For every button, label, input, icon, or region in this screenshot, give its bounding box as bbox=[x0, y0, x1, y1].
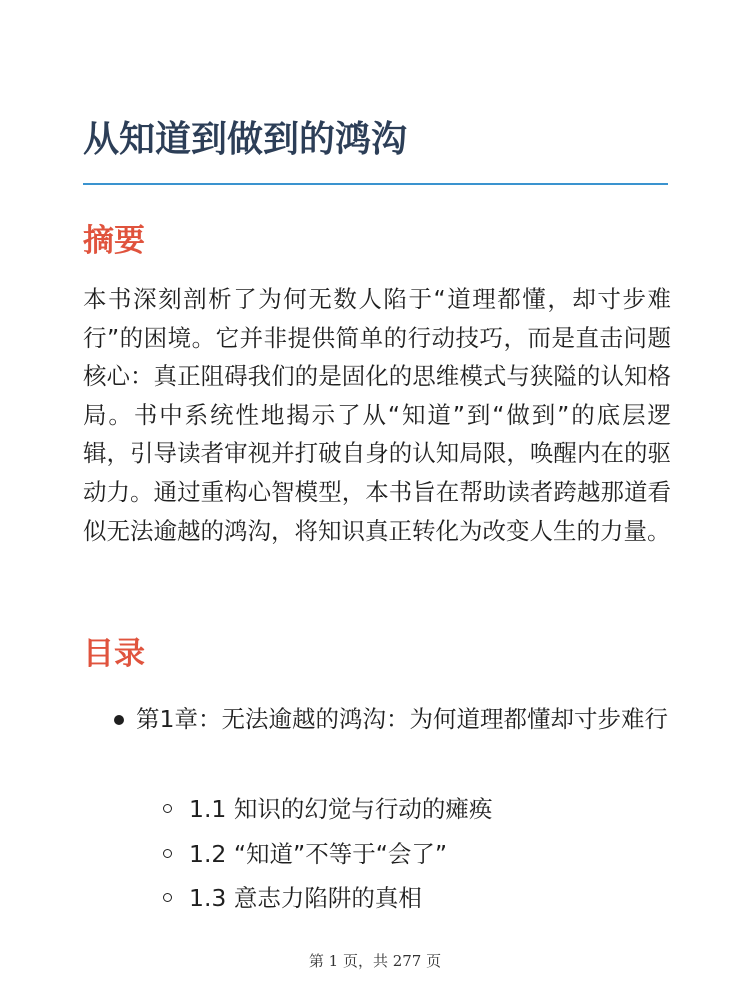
toc-section-label: 1.2 “知道”不等于“会了” bbox=[189, 840, 448, 868]
toc-section-label: 1.1 知识的幻觉与行动的瘫痪 bbox=[189, 795, 493, 823]
title-divider bbox=[83, 183, 668, 185]
toc-section-label: 1.3 意志力陷阱的真相 bbox=[189, 884, 422, 912]
hollow-bullet-icon bbox=[163, 804, 172, 813]
toc-heading: 目录 bbox=[83, 636, 145, 672]
toc-chapter-label: 第1章：无法逾越的鸿沟：为何道理都懂却寸步难行 bbox=[136, 705, 668, 733]
summary-paragraph: 本书深刻剖析了为何无数人陷于“道理都懂，却寸步难行”的困境。它并非提供简单的行动技巧，而是直击问题核心：真正阻碍我们的是固化的思维模式与狭隘的认知格局。书中系统性地揭示了从“知道”到“做到”的底层逻辑，引导读者审视并打破自身的认知局限，唤醒内在的驱动力。通过重构心智模型，本书旨在帮助读者跨越那道看似无法逾越的鸿沟，将知识真正转化为改变人生的力量。 bbox=[83, 285, 671, 545]
hollow-bullet-icon bbox=[163, 893, 172, 902]
toc-chapter-item bbox=[136, 700, 676, 738]
toc-section-item bbox=[189, 837, 447, 871]
hollow-bullet-icon bbox=[163, 849, 172, 858]
toc-section-item bbox=[189, 792, 492, 826]
page-title: 从知道到做到的鸿沟 bbox=[83, 119, 408, 160]
toc-section-item bbox=[189, 881, 422, 915]
page-footer: 第 1 页，共 277 页 bbox=[308, 952, 442, 970]
bullet-icon bbox=[114, 715, 124, 725]
summary-heading: 摘要 bbox=[83, 223, 145, 259]
